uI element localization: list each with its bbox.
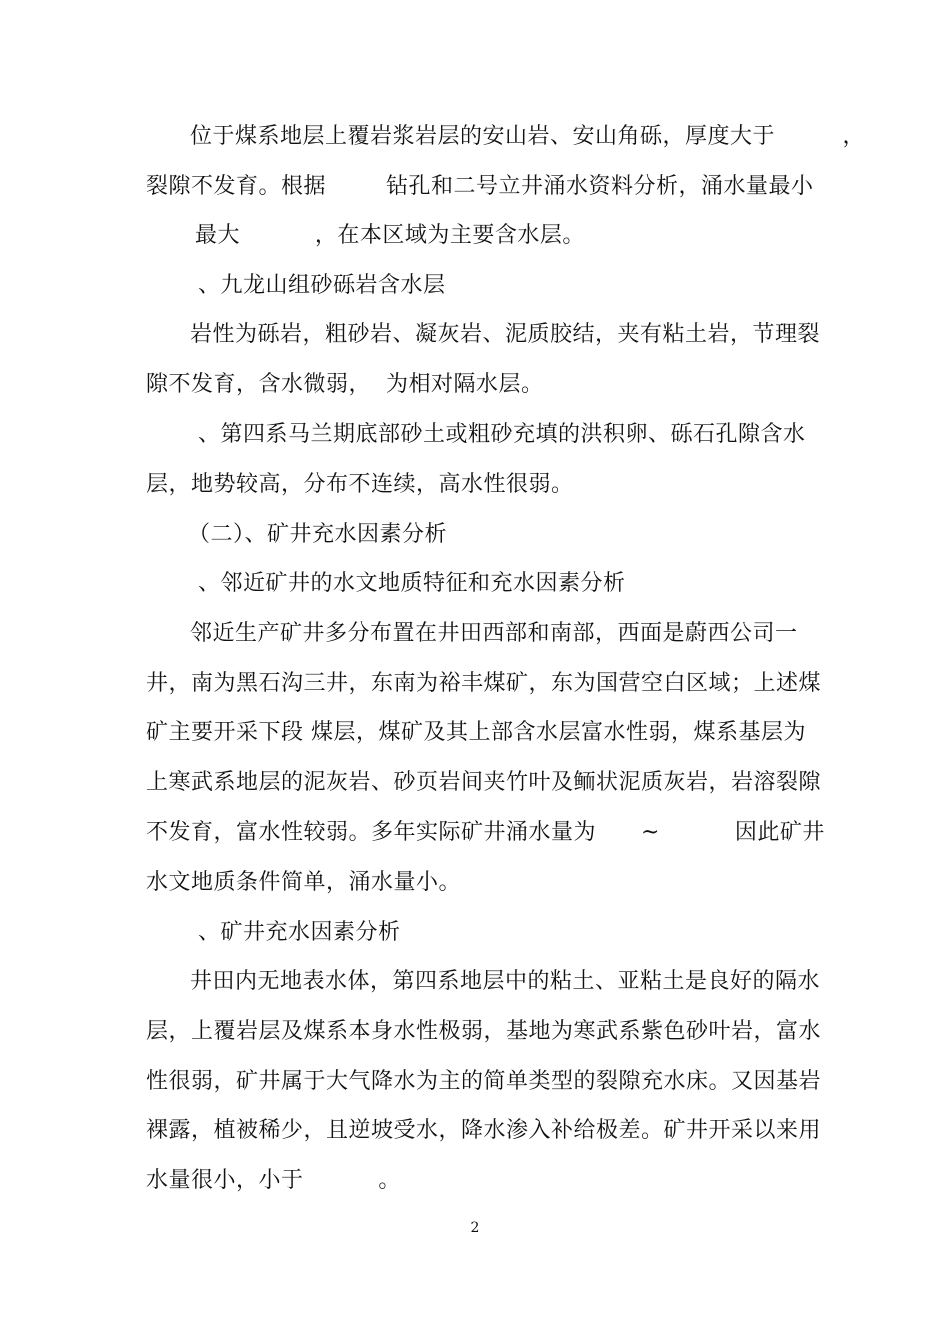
paragraph-line: 裂隙不发育。根据 钻孔和二号立井涌水资料分析，涌水量最小: [146, 174, 814, 199]
paragraph-line: 隙不发育，含水微弱， 为相对隔水层。: [146, 372, 544, 397]
page-number: 2: [470, 1220, 480, 1236]
section-heading: 、矿井充水因素分析: [198, 920, 401, 945]
paragraph-line: 水量很小，小于 。: [146, 1168, 401, 1193]
paragraph-line: 水文地质条件简单，涌水量小。: [146, 870, 462, 895]
paragraph-line: 层，上覆岩层及煤系本身水性极弱，基地为寒武系紫色砂叶岩，富水: [146, 1019, 822, 1044]
paragraph-line: 、第四系马兰期底部砂土或粗砂充填的洪积卵、砾石孔隙含水: [198, 422, 806, 447]
paragraph-line: 不发育，富水性较弱。多年实际矿井涌水量为 ~ 因此矿井: [146, 820, 825, 845]
paragraph-line: 岩性为砾岩，粗砂岩、凝灰岩、泥质胶结，夹有粘土岩，节理裂: [190, 322, 821, 347]
paragraph-line: 裸露，植被稀少，且逆坡受水，降水渗入补给极差。矿井开采以来用: [146, 1118, 822, 1143]
paragraph-line: 层，地势较高，分布不连续，高水性很弱。: [146, 472, 574, 497]
section-heading: （二）、矿井充水因素分析: [188, 522, 448, 547]
paragraph-line: 井，南为黑石沟三井，东南为裕丰煤矿，东为国营空白区域；上述煤: [146, 671, 822, 696]
paragraph-line: 井田内无地表水体，第四系地层中的粘土、亚粘土是良好的隔水: [190, 969, 821, 994]
paragraph-line: 性很弱，矿井属于大气降水为主的简单类型的裂隙充水床。又因基岩: [146, 1069, 822, 1094]
paragraph-line: 上寒武系地层的泥灰岩、砂页岩间夹竹叶及鲕状泥质灰岩，岩溶裂隙: [146, 770, 822, 795]
paragraph-line: 位于煤系地层上覆岩浆岩层的安山岩、安山角砾，厚度大于 ，: [190, 124, 865, 149]
section-heading: 、邻近矿井的水文地质特征和充水因素分析: [198, 571, 626, 596]
paragraph-line: 矿主要开采下段 煤层，煤矿及其上部含水层富水性弱，煤系基层为: [146, 720, 806, 745]
paragraph-line: 最大 ，在本区域为主要含水层。: [165, 223, 585, 248]
section-heading: 、九龙山组砂砾岩含水层: [198, 273, 446, 298]
paragraph-line: 邻近生产矿井多分布置在井田西部和南部，西面是蔚西公司一: [190, 621, 798, 646]
